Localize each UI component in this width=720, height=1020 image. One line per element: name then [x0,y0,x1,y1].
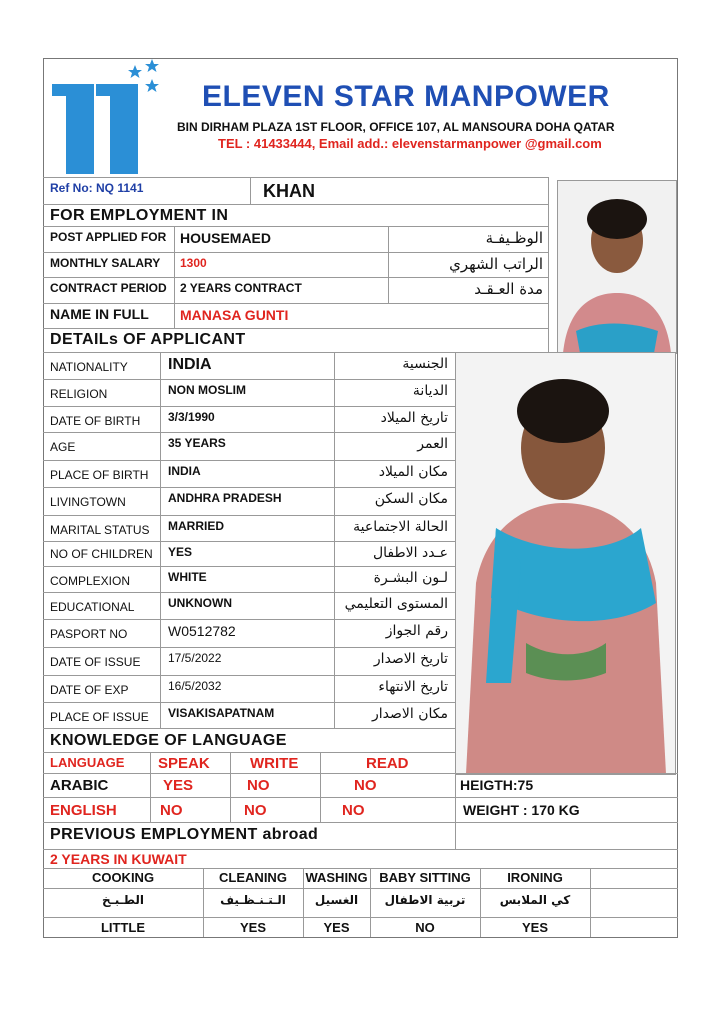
complexion-label: COMPLEXION [50,574,131,588]
height-value: HEIGTH:75 [460,777,534,793]
date-of-issue-value: 17/5/2022 [168,651,222,665]
no-of-children-label: NO OF CHILDREN [50,547,153,561]
post-arabic: الوظـيفـة [485,229,543,247]
date-of-exp-value: 16/5/2032 [168,679,222,693]
employment-section-title: FOR EMPLOYMENT IN [50,207,229,224]
passport-no-arabic: رقم الجواز [385,623,448,639]
contract-value: 2 YEARS CONTRACT [180,281,302,295]
educational-label: EDUCATIONAL [50,600,135,614]
washing-arabic: الغسيل [314,893,359,907]
ironing-arabic: كي الملابس [499,893,571,907]
place-of-birth-value: INDIA [168,464,201,478]
livingtown-arabic: مكان السكن [374,491,448,507]
date-of-issue-label: DATE OF ISSUE [50,655,141,669]
no-of-children-value: YES [168,545,193,559]
cleaning-header: CLEANING [219,870,287,885]
date-of-exp-arabic: تاريخ الانتهاء [378,679,448,695]
salary-arabic: الراتب الشهري [449,255,543,273]
place-of-birth-arabic: مكان الميلاد [378,464,448,480]
company-name: ELEVEN STAR MANPOWER [202,80,610,113]
marital-status-arabic: الحالة الاجتماعية [353,519,448,535]
educational-arabic: المستوى التعليمي [344,596,448,612]
age-value: 35 YEARS [168,436,226,450]
arabic-speak: YES [163,777,194,794]
complexion-value: WHITE [168,570,207,584]
baby-sitting-header: BABY SITTING [379,870,471,885]
baby-sitting-value: NO [415,920,435,935]
ref-number: Ref No: NQ 1141 [50,181,144,195]
livingtown-label: LIVINGTOWN [50,495,126,509]
speak-header: SPEAK [158,755,210,772]
previous-value: 2 YEARS IN KUWAIT [50,851,187,867]
english-language: ENGLISH [50,802,117,819]
ironing-header: IRONING [507,870,563,885]
post-value: HOUSEMAED [180,230,272,246]
language-header: LANGUAGE [50,755,125,770]
age-label: AGE [50,440,76,454]
cleaning-arabic: الـتـنـظـيف [220,893,286,907]
company-address: BIN DIRHAM PLAZA 1ST FLOOR, OFFICE 107, AL MANSOURA DOHA QATAR [177,120,615,134]
livingtown-value: ANDHRA PRADESH [168,491,282,505]
english-write: NO [244,802,267,819]
date-of-birth-label: DATE OF BIRTH [50,414,141,428]
washing-value: YES [323,920,350,935]
passport-no-label: PASPORT NO [50,627,128,641]
religion-arabic: الديانة [412,383,448,399]
previous-section-title: PREVIOUS EMPLOYMENT abroad [50,826,319,843]
company-contact: TEL : 41433444, Email add.: elevenstarmanpower @gmail.com [218,136,602,151]
arabic-read: NO [354,777,377,794]
contract-label: CONTRACT PERIOD [50,281,167,295]
cooking-arabic: الطـبـخ [101,893,145,907]
no-of-children-arabic: عـدد الاطفال [372,545,448,561]
cooking-value: LITTLE [100,920,146,935]
marital-status-value: MARRIED [168,519,224,533]
passport-no-value: W0512782 [168,623,236,639]
weight-value: WEIGHT : 170 KG [463,802,580,818]
language-section-title: KNOWLEDGE OF LANGUAGE [50,732,287,749]
contract-arabic: مدة العـقـد [474,280,543,298]
complexion-arabic: لـون البشـرة [373,570,448,586]
educational-value: UNKNOWN [168,596,232,610]
baby-sitting-arabic: تربية الاطفال [384,893,466,907]
nationality-value: INDIA [168,356,212,373]
age-arabic: العمر [417,436,448,452]
salary-label: MONTHLY SALARY [50,256,161,270]
place-of-issue-arabic: مكان الاصدار [372,706,448,722]
nationality-label: NATIONALITY [50,360,128,374]
write-header: WRITE [250,755,299,772]
date-of-birth-arabic: تاريخ الميلاد [380,410,448,426]
date-of-exp-label: DATE OF EXP [50,683,129,697]
date-of-issue-arabic: تاريخ الاصدار [373,651,448,667]
cooking-header: COOKING [91,870,155,885]
religion-label: RELIGION [50,387,108,401]
cleaning-value: YES [239,920,266,935]
religion-value: NON MOSLIM [168,383,246,397]
read-header: READ [366,755,409,772]
place-of-issue-label: PLACE OF ISSUE [50,710,149,724]
english-read: NO [342,802,365,819]
agent-name: KHAN [263,181,315,201]
english-speak: NO [160,802,183,819]
date-of-birth-value: 3/3/1990 [168,410,215,424]
applicant-photo-small [557,180,677,354]
post-label: POST APPLIED FOR [50,230,167,244]
ironing-value: YES [521,920,548,935]
name-label: NAME IN FULL [50,306,149,322]
nationality-arabic: الجنسية [402,356,448,372]
place-of-issue-value: VISAKISAPATNAM [168,706,275,720]
details-section-title: DETAILs OF APPLICANT [50,331,246,348]
arabic-language: ARABIC [50,777,109,794]
salary-value: 1300 [180,256,207,270]
marital-status-label: MARITAL STATUS [50,523,150,537]
applicant-photo-large [455,352,676,775]
place-of-birth-label: PLACE OF BIRTH [50,468,149,482]
name-value: MANASA GUNTI [180,307,289,323]
washing-header: WASHING [305,870,368,885]
arabic-write: NO [247,777,270,794]
